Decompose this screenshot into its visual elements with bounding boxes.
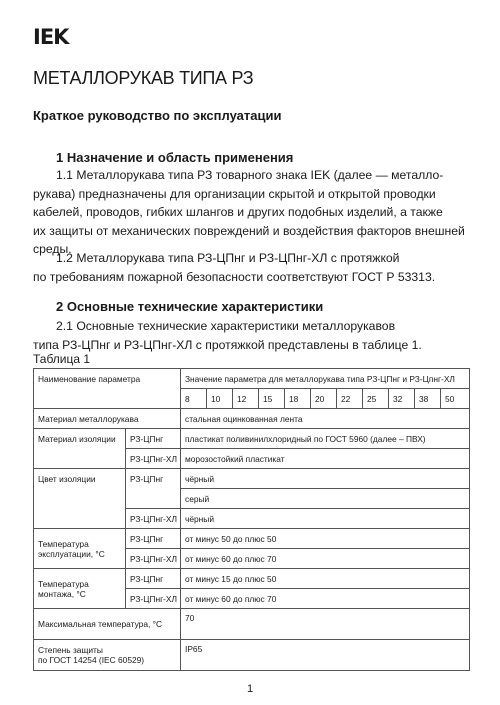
table-row (34, 369, 470, 389)
type-cell: РЗ-ЦПнг-ХЛ (126, 449, 181, 469)
param-line: Температура (38, 538, 89, 549)
param-cell: Материал металлорукава (34, 409, 181, 429)
section-2-heading: 2 Основные технические характеристики (56, 299, 324, 314)
type-cell: РЗ-ЦПнг (126, 529, 181, 549)
header-parameter-name: Наименование параметра (34, 369, 181, 409)
size-cell: 12 (233, 389, 259, 409)
text-line: среды. (33, 242, 72, 256)
text-line: 1.1 Металлорукава типа РЗ товарного знака IEK (далее — металло- (56, 168, 444, 182)
value-cell: чёрный (181, 469, 470, 489)
size-cell: 38 (415, 389, 441, 409)
value-cell: чёрный (181, 509, 470, 529)
size-cell: 18 (285, 389, 311, 409)
section-1-paragraph-1 (33, 166, 473, 259)
size-cell: 8 (181, 389, 207, 409)
size-cell: 22 (337, 389, 363, 409)
text-line: их защиты от механических повреждений и воздействия факторов внешней (33, 223, 465, 238)
value-cell: 70 (181, 609, 470, 640)
type-cell: РЗ-ЦПнг-ХЛ (126, 589, 181, 609)
table-row (34, 609, 470, 640)
table-row (34, 469, 470, 489)
param-line: монтажа, °С (38, 588, 86, 599)
value-cell: от минус 60 до плюс 70 (181, 589, 470, 609)
section-1-paragraph-2 (33, 249, 473, 286)
param-cell (34, 569, 126, 609)
text-line: типа РЗ-ЦПнг и РЗ-ЦПнг-ХЛ с протяжкой представлены в таблице 1. (33, 337, 422, 352)
param-cell (34, 529, 126, 569)
table-label: Таблица 1 (33, 352, 91, 366)
document-title: МЕТАЛЛОРУКАВ ТИПА РЗ (33, 68, 254, 88)
value-cell: пластикат поливинилхлоридный по ГОСТ 5960 (далее – ПВХ) (181, 429, 470, 449)
param-line: Температура (38, 578, 89, 589)
param-line: по ГОСТ 14254 (IEC 60529) (38, 655, 145, 665)
table-row (34, 429, 470, 449)
table-row (34, 409, 470, 429)
param-cell (34, 640, 181, 671)
param-line: Степень защиты (38, 645, 103, 655)
value-cell: от минус 60 до плюс 70 (181, 549, 470, 569)
text-line: 1.2 Металлорукава типа РЗ-ЦПнг и РЗ-ЦПнг-ХЛ с протяжкой (56, 251, 400, 265)
table-row (34, 569, 470, 589)
document-subtitle: Краткое руководство по эксплуатации (33, 108, 282, 123)
value-cell: морозостойкий пластикат (181, 449, 470, 469)
brand-logo: IEK (33, 25, 69, 49)
size-cell: 32 (389, 389, 415, 409)
text-line: рукава) предназначены для организации скрытой и открытой проводки (33, 186, 436, 201)
type-cell: РЗ-ЦПнг (126, 569, 181, 589)
value-cell: IP65 (181, 640, 470, 671)
value-cell: стальная оцинкованная лента (181, 409, 470, 429)
section-2-paragraph-1 (33, 317, 473, 354)
table-row (34, 529, 470, 549)
type-cell: РЗ-ЦПнг (126, 469, 181, 509)
page-number: 1 (246, 683, 254, 695)
param-line: эксплуатации, °С (38, 548, 105, 559)
size-cell: 15 (259, 389, 285, 409)
value-cell: от минус 50 до плюс 50 (181, 529, 470, 549)
header-parameter-value: Значение параметра для металлорукава типа РЗ-ЦПнг и РЗ-Цпнг-ХЛ (181, 369, 470, 389)
section-1-heading: 1 Назначение и область применения (56, 150, 294, 165)
table-row (34, 640, 470, 671)
type-cell: РЗ-ЦПнг-ХЛ (126, 549, 181, 569)
value-cell: от минус 15 до плюс 50 (181, 569, 470, 589)
size-cell: 50 (441, 389, 470, 409)
specifications-table (33, 368, 470, 671)
param-cell: Цвет изоляции (34, 469, 126, 529)
param-cell: Максимальная температура, °С (34, 609, 181, 640)
size-cell: 25 (363, 389, 389, 409)
param-cell: Материал изоляции (34, 429, 126, 469)
size-cell: 10 (207, 389, 233, 409)
value-cell: серый (181, 489, 470, 509)
text-line: кабелей, проводов, гибких шлангов и других подобных изделий, а также (33, 205, 443, 219)
text-line: по требованиям пожарной безопасности соответствуют ГОСТ Р 53313. (33, 269, 436, 284)
size-cell: 20 (311, 389, 337, 409)
type-cell: РЗ-ЦПнг-ХЛ (126, 509, 181, 529)
text-line: 2.1 Основные технические характеристики металлорукавов (56, 319, 396, 333)
type-cell: РЗ-ЦПнг (126, 429, 181, 449)
